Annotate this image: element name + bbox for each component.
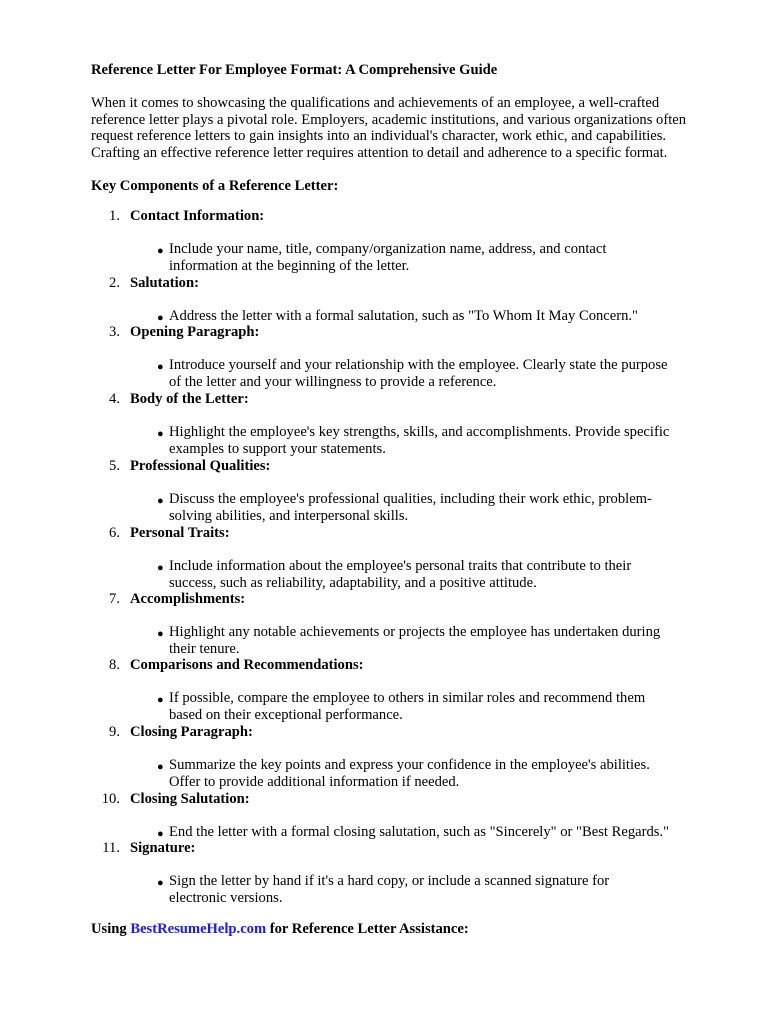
bullet-icon: ●	[157, 245, 164, 257]
bullet-icon: ●	[157, 312, 164, 324]
item-number: 9.	[109, 724, 120, 740]
item-number: 1.	[109, 208, 120, 224]
item-detail-line: Include information about the employee's personal traits that contribute to their	[169, 558, 632, 574]
bullet-icon: ●	[157, 361, 164, 373]
item-label: Contact Information:	[130, 208, 265, 224]
item-detail-line: End the letter with a formal closing salutation, such as "Sincerely" or "Best Regards."	[169, 824, 670, 840]
item-number: 4.	[109, 391, 120, 407]
item-detail	[169, 824, 669, 841]
item-number: 7.	[109, 591, 120, 607]
item-detail-line: Highlight the employee's key strengths, skills, and accomplishments. Provide specific	[169, 424, 670, 440]
bullet-icon: ●	[157, 495, 164, 507]
item-detail-line: success, such as reliability, adaptability, and a positive attitude.	[169, 574, 537, 591]
intro-line: When it comes to showcasing the qualifications and achievements of an employee, a well-crafted	[91, 95, 660, 111]
document-title: Reference Letter For Employee Format: A Comprehensive Guide	[91, 62, 498, 78]
item-detail-line: Discuss the employee's professional qualities, including their work ethic, problem-	[169, 491, 652, 507]
item-detail-line: electronic versions.	[169, 889, 283, 906]
item-detail-line: Highlight any notable achievements or projects the employee has undertaken during	[169, 624, 661, 640]
intro-line: reference letter plays a pivotal role. Employers, academic institutions, and various organizations often	[91, 111, 687, 128]
item-detail-line: solving abilities, and interpersonal skills.	[169, 507, 409, 524]
assistance-heading	[91, 921, 469, 938]
item-label: Signature:	[130, 840, 196, 856]
intro-line: Crafting an effective reference letter requires attention to detail and adherence to a specific format.	[91, 144, 668, 161]
bullet-icon: ●	[157, 761, 164, 773]
item-detail-line: information at the beginning of the letter.	[169, 257, 410, 274]
item-detail	[169, 357, 667, 390]
item-detail-line: Include your name, title, company/organization name, address, and contact	[169, 241, 607, 257]
item-detail	[169, 624, 660, 657]
bullet-icon: ●	[157, 562, 164, 574]
key-components-heading: Key Components of a Reference Letter:	[91, 178, 339, 194]
assistance-heading-prefix: Using	[91, 921, 131, 937]
bullet-icon: ●	[157, 628, 164, 640]
assistance-heading-suffix: for Reference Letter Assistance:	[266, 921, 469, 937]
item-number: 6.	[109, 525, 120, 541]
item-detail	[169, 558, 631, 591]
intro-line: request reference letters to gain insights into an individual's character, work ethic, and capabilities.	[91, 128, 667, 144]
item-detail	[169, 308, 638, 325]
bullet-icon: ●	[157, 694, 164, 706]
item-detail-line: of the letter and your willingness to provide a reference.	[169, 373, 497, 390]
item-number: 2.	[109, 275, 120, 291]
item-number: 8.	[109, 657, 120, 673]
item-detail-line: examples to support your statements.	[169, 440, 386, 457]
item-label: Comparisons and Recommendations:	[130, 657, 364, 673]
bullet-icon: ●	[157, 828, 164, 840]
item-detail-line: Summarize the key points and express your confidence in the employee's abilities.	[169, 757, 650, 773]
item-label: Opening Paragraph:	[130, 324, 260, 340]
item-detail-line: Address the letter with a formal salutation, such as "To Whom It May Concern."	[169, 308, 639, 324]
item-label: Personal Traits:	[130, 525, 230, 541]
item-detail	[169, 424, 669, 457]
item-number: 3.	[109, 324, 120, 340]
item-label: Accomplishments:	[130, 591, 246, 607]
item-detail	[169, 241, 606, 274]
item-label: Professional Qualities:	[130, 458, 271, 474]
bullet-icon: ●	[157, 877, 164, 889]
item-detail	[169, 491, 652, 524]
item-detail-line: Offer to provide additional information if needed.	[169, 773, 460, 790]
item-number: 10.	[101, 791, 120, 807]
bestresumehelp-link[interactable]: BestResumeHelp.com	[130, 921, 267, 937]
item-label: Salutation:	[130, 275, 199, 291]
item-label: Closing Salutation:	[130, 791, 250, 807]
item-detail-line: Sign the letter by hand if it's a hard copy, or include a scanned signature for	[169, 873, 610, 889]
item-detail	[169, 690, 645, 723]
item-detail-line: Introduce yourself and your relationship with the employee. Clearly state the purpose	[169, 357, 668, 373]
item-detail-line: If possible, compare the employee to others in similar roles and recommend them	[169, 690, 646, 706]
bullet-icon: ●	[157, 428, 164, 440]
item-detail	[169, 757, 650, 790]
item-detail	[169, 873, 609, 906]
item-detail-line: based on their exceptional performance.	[169, 706, 403, 723]
item-number: 11.	[102, 840, 120, 856]
item-number: 5.	[109, 458, 120, 474]
item-label: Body of the Letter:	[130, 391, 249, 407]
item-detail-line: their tenure.	[169, 640, 240, 657]
intro-paragraph	[91, 95, 731, 161]
item-label: Closing Paragraph:	[130, 724, 253, 740]
